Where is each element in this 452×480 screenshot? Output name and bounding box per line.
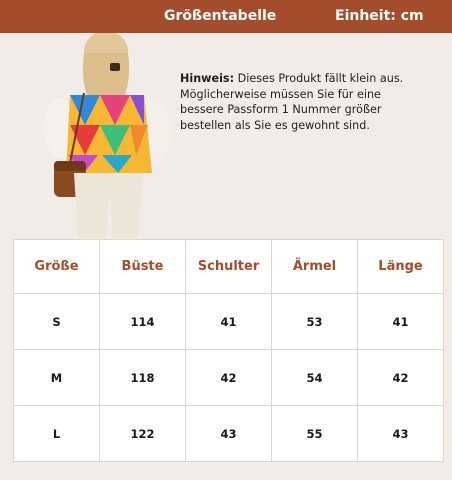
header-size: Größe: [14, 240, 100, 294]
cell-length: 43: [358, 406, 444, 462]
cell-bust: 122: [100, 406, 186, 462]
size-table: [13, 239, 444, 462]
cell-bust: 118: [100, 350, 186, 406]
cell-shoulder: 42: [186, 350, 272, 406]
model-photo: [40, 33, 175, 238]
size-hint: [180, 71, 420, 133]
hint-text: Dieses Produkt fällt klein aus. Möglicherweise müssen Sie für eine bessere Passform 1 Nummer größer bestellen als Sie es gewohnt sind.: [180, 72, 404, 132]
cell-sleeve: 54: [272, 350, 358, 406]
cell-shoulder: 41: [186, 294, 272, 350]
page-title: Größentabelle: [164, 8, 277, 24]
cell-size: M: [14, 350, 100, 406]
cell-shoulder: 43: [186, 406, 272, 462]
unit-label: Einheit: cm: [335, 8, 424, 24]
header-sleeve: Ärmel: [272, 240, 358, 294]
cell-sleeve: 53: [272, 294, 358, 350]
cell-bust: 114: [100, 294, 186, 350]
table-row: [14, 406, 444, 462]
header-bust: Büste: [100, 240, 186, 294]
header-shoulder: Schulter: [186, 240, 272, 294]
cell-length: 41: [358, 294, 444, 350]
hint-label: Hinweis:: [180, 72, 235, 85]
header-bar: [0, 0, 452, 33]
header-length: Länge: [358, 240, 444, 294]
table-row: [14, 350, 444, 406]
cell-size: L: [14, 406, 100, 462]
table-row: [14, 294, 444, 350]
table-header-row: [14, 240, 444, 294]
cell-size: S: [14, 294, 100, 350]
cell-length: 42: [358, 350, 444, 406]
cell-sleeve: 55: [272, 406, 358, 462]
